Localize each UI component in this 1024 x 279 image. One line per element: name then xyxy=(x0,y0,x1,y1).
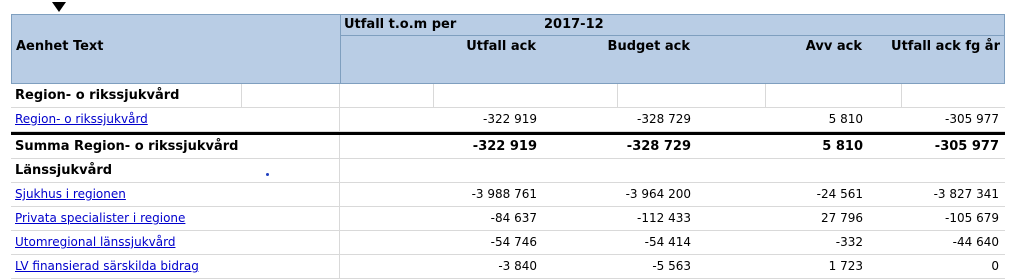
grid-line xyxy=(339,135,340,158)
cell-avv-ack: 1 723 xyxy=(828,259,863,273)
cell-utfall-ack-fg-ar: -305 977 xyxy=(934,139,999,154)
row-link[interactable]: Region- o rikssjukvård xyxy=(15,112,148,126)
column-header-budget-ack[interactable]: Budget ack xyxy=(607,39,690,54)
cell-utfall-ack-fg-ar: 0 xyxy=(991,259,999,273)
cell-budget-ack: -112 433 xyxy=(637,211,691,225)
selection-dot xyxy=(266,173,269,176)
cell-budget-ack: -3 964 200 xyxy=(625,187,691,201)
row-link[interactable]: Sjukhus i regionen xyxy=(15,187,126,201)
row-link[interactable]: Utomregional länssjukvård xyxy=(15,235,176,249)
table-row xyxy=(11,84,1005,108)
cell-utfall-ack: -54 746 xyxy=(490,235,537,249)
cell-avv-ack: 5 810 xyxy=(828,112,863,126)
cell-utfall-ack: -3 988 761 xyxy=(471,187,537,201)
data-table xyxy=(11,84,1005,279)
period-label: Utfall t.o.m per xyxy=(344,17,457,32)
header-divider xyxy=(340,15,341,83)
column-header-avv-ack[interactable]: Avv ack xyxy=(805,39,862,54)
grid-line xyxy=(339,255,340,278)
table-header xyxy=(11,14,1005,84)
table-row xyxy=(11,255,1005,279)
row-link[interactable]: Privata specialister i regione xyxy=(15,211,186,225)
cell-utfall-ack: -84 637 xyxy=(490,211,537,225)
table-row xyxy=(11,159,1005,183)
sort-arrow-icon[interactable] xyxy=(52,2,66,12)
cell-utfall-ack: -322 919 xyxy=(472,139,537,154)
cell-utfall-ack: -3 840 xyxy=(498,259,537,273)
table-row-sum xyxy=(11,132,1005,159)
cell-utfall-ack-fg-ar: -105 679 xyxy=(945,211,999,225)
cell-avv-ack: -332 xyxy=(835,235,863,249)
grid-line xyxy=(765,84,766,107)
row-label: Länssjukvård xyxy=(15,163,113,178)
grid-line xyxy=(339,108,340,131)
grid-line xyxy=(241,84,242,107)
cell-budget-ack: -328 729 xyxy=(626,139,691,154)
grid-line xyxy=(617,84,618,107)
cell-utfall-ack-fg-ar: -305 977 xyxy=(945,112,999,126)
grid-line xyxy=(901,84,902,107)
cell-utfall-ack-fg-ar: -44 640 xyxy=(952,235,999,249)
grid-line xyxy=(339,183,340,206)
grid-line xyxy=(433,84,434,107)
grid-line xyxy=(339,159,340,182)
cell-budget-ack: -54 414 xyxy=(644,235,691,249)
cell-avv-ack: -24 561 xyxy=(816,187,863,201)
row-label: Region- o rikssjukvård xyxy=(15,88,180,103)
table-row xyxy=(11,183,1005,207)
table-row xyxy=(11,207,1005,231)
column-header-utfall-ack[interactable]: Utfall ack xyxy=(466,39,536,54)
table-row xyxy=(11,108,1005,132)
cell-budget-ack: -328 729 xyxy=(637,112,691,126)
column-header-utfall-ack-fg-ar[interactable]: Utfall ack fg år xyxy=(891,39,1000,54)
column-header-aenhet-text[interactable]: Aenhet Text xyxy=(16,39,104,54)
table-row xyxy=(11,231,1005,255)
period-value: 2017-12 xyxy=(544,17,604,32)
header-period-line xyxy=(340,35,1004,36)
row-link[interactable]: LV finansierad särskilda bidrag xyxy=(15,259,199,273)
cell-budget-ack: -5 563 xyxy=(652,259,691,273)
grid-line xyxy=(339,231,340,254)
cell-avv-ack: 5 810 xyxy=(822,139,863,154)
cell-utfall-ack: -322 919 xyxy=(483,112,537,126)
grid-line xyxy=(339,207,340,230)
cell-avv-ack: 27 796 xyxy=(821,211,863,225)
cell-utfall-ack-fg-ar: -3 827 341 xyxy=(933,187,999,201)
row-label: Summa Region- o rikssjukvård xyxy=(15,139,239,154)
grid-line xyxy=(339,84,340,107)
